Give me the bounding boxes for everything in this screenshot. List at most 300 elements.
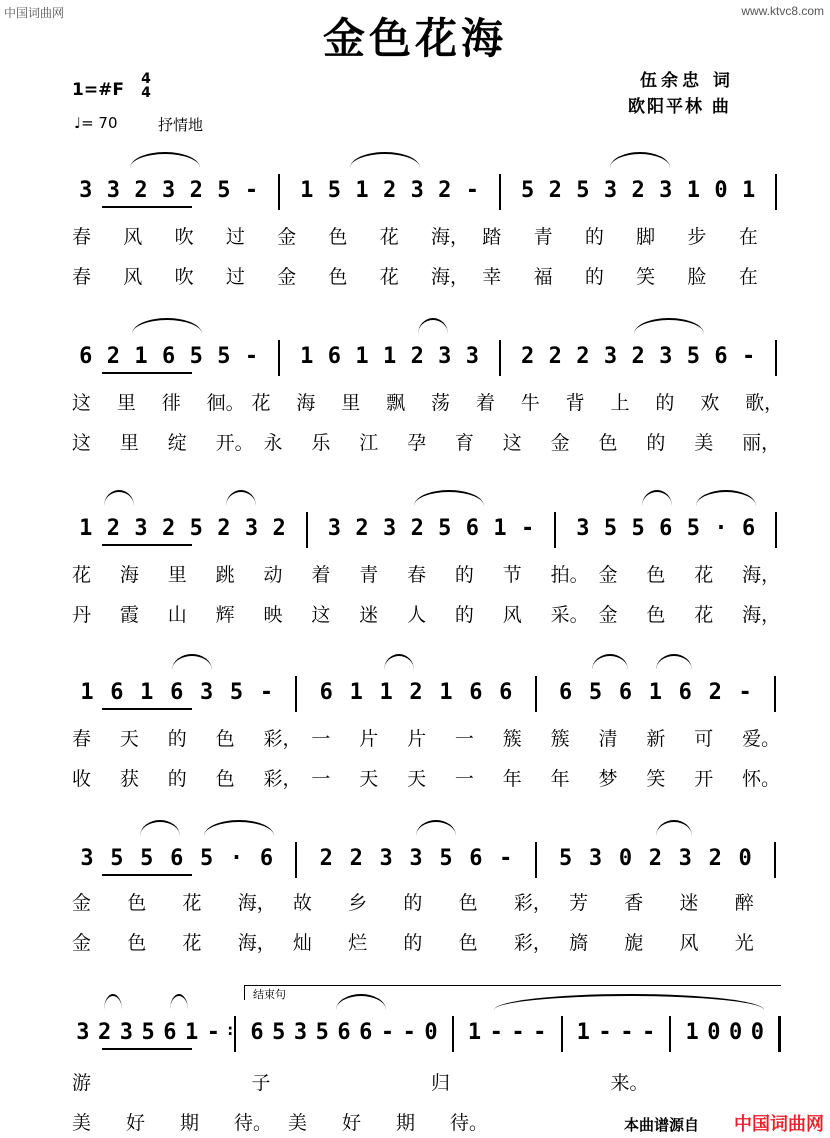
lyric: 风 xyxy=(123,226,143,248)
lyric: 乡 xyxy=(348,892,368,914)
lyric: 海 xyxy=(119,564,139,586)
lyric: 色 xyxy=(598,432,618,454)
watermark-left: 中国词曲网 xyxy=(4,6,65,20)
note: 6 xyxy=(618,680,633,705)
note: 6 xyxy=(359,1020,373,1045)
note: 2 xyxy=(410,516,424,541)
lyrics-verse1-line-2 xyxy=(0,388,830,418)
lyric: 丹 xyxy=(72,604,92,626)
lyric: 一 xyxy=(311,768,331,790)
lyric: 花 xyxy=(379,226,399,248)
note: 2 xyxy=(272,516,286,541)
note: 2 xyxy=(355,516,369,541)
note: 1 xyxy=(493,516,507,541)
note: 2 xyxy=(548,344,562,369)
lyric: 迷 xyxy=(359,604,379,626)
lyric: 彩， xyxy=(513,892,552,914)
lyric: 色 xyxy=(328,226,348,248)
note: 1 xyxy=(300,344,314,369)
lyric: 江 xyxy=(359,432,379,454)
note: - xyxy=(244,178,259,203)
key-signature: 1=#F xyxy=(72,80,124,100)
note: 6 xyxy=(465,516,480,541)
lyric: 花 xyxy=(182,932,202,954)
lyric: 辉 xyxy=(215,604,235,626)
note: 2 xyxy=(576,344,590,369)
barline xyxy=(499,174,501,210)
lyric: 风 xyxy=(679,932,699,954)
lyric: 簇 xyxy=(502,728,522,750)
lyric: 新 xyxy=(646,728,666,750)
note: - xyxy=(620,1020,634,1045)
barline xyxy=(306,512,308,548)
lyric: 彩， xyxy=(513,932,552,954)
lyric: 跳 xyxy=(215,564,235,586)
barline xyxy=(775,340,777,376)
lyric: 着 xyxy=(475,392,495,414)
note: 5 xyxy=(686,344,700,369)
lyric: 烂 xyxy=(348,932,368,954)
note: 2 xyxy=(708,846,722,871)
note: 0 xyxy=(618,846,633,871)
slur-mark xyxy=(610,152,670,168)
note: - xyxy=(521,516,535,541)
watermark-right: www.ktvc8.com xyxy=(741,4,824,18)
lyric: 可 xyxy=(694,728,714,750)
note: 1 xyxy=(467,1020,482,1045)
lyric: 好 xyxy=(342,1112,362,1134)
note: 2 xyxy=(134,178,148,203)
note: 5 xyxy=(110,846,124,871)
note: 1 xyxy=(741,178,756,203)
lyric: 花 xyxy=(694,604,714,626)
lyric: 年 xyxy=(550,768,570,790)
note: - xyxy=(738,680,752,705)
lyric: 的 xyxy=(584,266,604,288)
lyric: 天 xyxy=(359,768,379,790)
lyric: 这 xyxy=(502,432,522,454)
note: 5 xyxy=(200,846,214,871)
lyric: 迷 xyxy=(679,892,699,914)
note: 6 xyxy=(319,680,333,705)
note: 5 xyxy=(229,680,244,705)
lyric: 笑 xyxy=(646,768,666,790)
score-line-1 xyxy=(0,178,830,218)
lyric: 荡 xyxy=(431,392,451,414)
note: 3 xyxy=(134,516,148,541)
lyric: 上 xyxy=(610,392,630,414)
lyric: 色 xyxy=(646,604,666,626)
note: 1 xyxy=(79,516,93,541)
lyrics-verse1-line-3 xyxy=(0,560,830,590)
lyric: 映 xyxy=(263,604,283,626)
barline xyxy=(775,512,777,548)
lyric: 里 xyxy=(167,564,187,586)
note: 3 xyxy=(576,516,590,541)
note: 2 xyxy=(438,178,452,203)
barline xyxy=(278,340,280,376)
lyric: 步 xyxy=(687,226,707,248)
slur-mark xyxy=(384,654,414,670)
lyric: 色 xyxy=(127,932,147,954)
slur-mark xyxy=(642,490,672,506)
lyric: 海， xyxy=(742,564,781,586)
note: 1 xyxy=(355,178,369,203)
lyric: 着 xyxy=(311,564,331,586)
tempo-marking: ♩= 70 xyxy=(74,114,118,132)
beam-underline xyxy=(102,372,192,374)
note: - xyxy=(533,1020,547,1045)
note: 0 xyxy=(424,1020,438,1045)
note: 5 xyxy=(189,344,203,369)
lyric: 花 xyxy=(72,564,92,586)
barline xyxy=(774,842,776,878)
lyric: 来。 xyxy=(610,1072,649,1094)
lyric: 山 xyxy=(167,604,187,626)
lyric: 金 xyxy=(598,604,618,626)
barline xyxy=(535,676,537,712)
lyrics-verse1-line-4 xyxy=(0,724,830,754)
beam-underline xyxy=(102,544,192,546)
lyric: 吹 xyxy=(174,226,194,248)
barline xyxy=(295,676,297,712)
note: 3 xyxy=(79,178,93,203)
lyric: 色 xyxy=(328,266,348,288)
note: · xyxy=(229,846,244,871)
lyric: 色 xyxy=(646,564,666,586)
lyric: 色 xyxy=(458,892,478,914)
note: 5 xyxy=(438,516,452,541)
lyric: 脚 xyxy=(636,226,656,248)
note: - xyxy=(598,1020,612,1045)
note: 3 xyxy=(410,178,424,203)
score-line-3 xyxy=(0,516,830,556)
slur-mark xyxy=(634,318,704,334)
note: 6 xyxy=(250,1020,264,1045)
note: 6 xyxy=(327,344,341,369)
lyric: 青 xyxy=(359,564,379,586)
note: 3 xyxy=(106,178,121,203)
note: 2 xyxy=(319,846,333,871)
lyric: 永 xyxy=(263,432,283,454)
barline xyxy=(774,676,776,712)
barline xyxy=(452,1016,454,1052)
lyric: 金 xyxy=(277,226,297,248)
lyric: 春 xyxy=(72,226,92,248)
note: 3 xyxy=(80,846,94,871)
song-title: 金色花海 xyxy=(322,14,507,63)
lyric: 美 xyxy=(288,1112,308,1134)
note: 6 xyxy=(170,846,184,871)
note: 1 xyxy=(686,178,700,203)
note: - xyxy=(465,178,480,203)
lyric: 过 xyxy=(225,266,245,288)
lyrics-verse2-line-2 xyxy=(0,428,830,458)
lyric: 醉 xyxy=(734,892,754,914)
note: 5 xyxy=(189,516,203,541)
lyric: 孕 xyxy=(407,432,427,454)
note: 3 xyxy=(379,846,393,871)
beam-underline xyxy=(102,708,192,710)
barline xyxy=(554,512,556,548)
note: 5 xyxy=(686,516,700,541)
slur-mark xyxy=(414,490,484,506)
lyric: 期 xyxy=(396,1112,416,1134)
slur-mark xyxy=(104,490,134,506)
note: 5 xyxy=(140,846,154,871)
note: 6 xyxy=(499,680,513,705)
note: 2 xyxy=(631,178,645,203)
slur-mark xyxy=(170,994,188,1010)
lyric: 背 xyxy=(565,392,585,414)
note: 3 xyxy=(162,178,176,203)
note: 3 xyxy=(438,344,452,369)
lyrics-verse2-line-4 xyxy=(0,764,830,794)
slur-mark xyxy=(696,490,756,506)
lyric: 人 xyxy=(407,604,427,626)
lyric: 绽 xyxy=(167,432,187,454)
note: - xyxy=(259,680,274,705)
note: 6 xyxy=(259,846,274,871)
lyrics-verse2-line-5 xyxy=(0,928,830,958)
lyric: 片 xyxy=(407,728,427,750)
note: 2 xyxy=(382,178,397,203)
note: 5 xyxy=(141,1020,155,1045)
note: 2 xyxy=(106,516,121,541)
lyric: 徘 xyxy=(161,392,181,414)
slur-mark xyxy=(204,820,274,836)
note: - xyxy=(499,846,513,871)
note: 5 xyxy=(521,178,535,203)
lyric: 乐 xyxy=(311,432,331,454)
note: - xyxy=(511,1020,525,1045)
lyric: 开 xyxy=(694,768,714,790)
barline xyxy=(278,174,280,210)
lyric: 好 xyxy=(126,1112,146,1134)
note: 1 xyxy=(80,680,94,705)
note: - xyxy=(402,1020,416,1045)
lyric: 幸 xyxy=(482,266,502,288)
note: 2 xyxy=(106,344,121,369)
lyric: 风 xyxy=(502,604,522,626)
note: 5 xyxy=(603,516,618,541)
note: 2 xyxy=(409,680,423,705)
lyric: 待。 xyxy=(234,1112,273,1134)
note: 6 xyxy=(559,680,573,705)
note: 3 xyxy=(119,1020,134,1045)
lyric: 笑 xyxy=(636,266,656,288)
note: 5 xyxy=(588,680,603,705)
lyric: 金 xyxy=(598,564,618,586)
note: 2 xyxy=(189,178,203,203)
lyric: 里 xyxy=(119,432,139,454)
note: 2 xyxy=(162,516,176,541)
note: 5 xyxy=(217,344,231,369)
slur-mark xyxy=(592,654,628,670)
note: 3 xyxy=(76,1020,90,1045)
note: 3 xyxy=(409,846,423,871)
note: 5 xyxy=(272,1020,286,1045)
lyric: 簇 xyxy=(550,728,570,750)
lyric: 金 xyxy=(72,932,92,954)
slur-mark xyxy=(416,820,456,836)
note: - xyxy=(206,1020,221,1045)
note: 5 xyxy=(631,516,645,541)
note: 6 xyxy=(469,846,483,871)
lyric: 花 xyxy=(379,266,399,288)
lyric: 踏 xyxy=(482,226,502,248)
note: 3 xyxy=(659,178,673,203)
lyric: 这 xyxy=(72,432,92,454)
lyric: 彩， xyxy=(263,728,302,750)
lyric: 的 xyxy=(403,892,423,914)
note: 2 xyxy=(548,178,562,203)
note: 5 xyxy=(439,846,453,871)
note: 5 xyxy=(315,1020,329,1045)
lyric: 花 xyxy=(182,892,202,914)
lyric: 一 xyxy=(454,728,474,750)
footer-source: 本曲谱源自 xyxy=(624,1116,700,1134)
lyric: 海， xyxy=(237,932,276,954)
note: 6 xyxy=(163,1020,177,1045)
lyric: 海， xyxy=(431,226,470,248)
note: · xyxy=(714,516,728,541)
expression-marking: 抒情地 xyxy=(158,116,204,134)
composer: 欧阳平林 曲 xyxy=(628,97,731,117)
lyric: 一 xyxy=(454,768,474,790)
lyric: 色 xyxy=(215,768,235,790)
note: 0 xyxy=(707,1020,721,1045)
lyrics-verse1-line-6 xyxy=(0,1068,830,1098)
note: 0 xyxy=(738,846,752,871)
note: 6 xyxy=(678,680,692,705)
note: 6 xyxy=(659,516,673,541)
slur-mark xyxy=(226,490,256,506)
note: 3 xyxy=(293,1020,308,1045)
time-sig-top: 4 xyxy=(141,71,151,87)
slur-mark xyxy=(172,654,212,670)
time-sig-bottom: 4 xyxy=(141,85,151,101)
lyric: 芳 xyxy=(569,892,589,914)
note: 5 xyxy=(327,178,341,203)
lyric: 春 xyxy=(407,564,427,586)
slur-mark xyxy=(132,318,202,334)
lyric: 美 xyxy=(694,432,714,454)
lyric: 子 xyxy=(251,1072,271,1094)
note: 0 xyxy=(750,1020,764,1045)
lyrics-verse1-line-1 xyxy=(0,222,830,252)
slur-mark xyxy=(104,994,122,1010)
lyric: 青 xyxy=(533,226,553,248)
note: 1 xyxy=(349,680,363,705)
slur-mark xyxy=(140,820,180,836)
note: 1 xyxy=(576,1020,590,1045)
note: 1 xyxy=(355,344,369,369)
lyrics-verse2-line-1 xyxy=(0,262,830,292)
lyric: 天 xyxy=(407,768,427,790)
slur-mark xyxy=(418,318,448,334)
lyrics-verse2-line-6 xyxy=(0,1108,830,1138)
lyric: 春 xyxy=(72,266,92,288)
lyric: 的 xyxy=(167,728,187,750)
lyric: 飘 xyxy=(386,392,406,414)
lyric: 梦 xyxy=(598,768,618,790)
note: 1 xyxy=(300,178,314,203)
note: 3 xyxy=(200,680,214,705)
barline xyxy=(499,340,501,376)
note: 1 xyxy=(134,344,148,369)
note: - xyxy=(380,1020,395,1045)
lyric: 光 xyxy=(734,932,754,954)
lyric: 欢 xyxy=(700,392,720,414)
note: - xyxy=(641,1020,656,1045)
note: 2 xyxy=(410,344,424,369)
lyric: 获 xyxy=(119,768,139,790)
note: 3 xyxy=(382,516,397,541)
lyric: 的 xyxy=(646,432,666,454)
lyric: 牛 xyxy=(520,392,540,414)
note: 1 xyxy=(140,680,154,705)
lyric: 片 xyxy=(359,728,379,750)
lyric: 香 xyxy=(624,892,644,914)
beam-underline xyxy=(102,874,192,876)
lyric: 里 xyxy=(116,392,136,414)
lyric: 丽， xyxy=(742,432,781,454)
lyric: 的 xyxy=(403,932,423,954)
slur-mark xyxy=(130,152,200,168)
lyric: 旖 xyxy=(569,932,589,954)
note: 6 xyxy=(741,516,756,541)
lyric: 的 xyxy=(655,392,675,414)
barline xyxy=(775,174,777,210)
note: 3 xyxy=(244,516,259,541)
note: 2 xyxy=(98,1020,112,1045)
lyric: 这 xyxy=(72,392,92,414)
note: 6 xyxy=(337,1020,351,1045)
note: - xyxy=(741,344,756,369)
note: 6 xyxy=(79,344,93,369)
note: - xyxy=(244,344,259,369)
note: 0 xyxy=(728,1020,743,1045)
lyric: 拍。 xyxy=(550,564,589,586)
barline xyxy=(669,1016,671,1052)
lyric: 色 xyxy=(215,728,235,750)
lyric: 归 xyxy=(431,1072,451,1094)
note: 2 xyxy=(349,846,363,871)
barline xyxy=(778,1016,781,1052)
note: 1 xyxy=(185,1020,199,1045)
repeat-sign: : xyxy=(225,1020,235,1039)
note: 3 xyxy=(603,344,618,369)
note: 0 xyxy=(714,178,728,203)
lyric: 脸 xyxy=(687,266,707,288)
lyric: 节 xyxy=(502,564,522,586)
lyric: 收 xyxy=(72,768,92,790)
lyric: 天 xyxy=(119,728,139,750)
barline xyxy=(535,842,537,878)
barline xyxy=(561,1016,563,1052)
note: 2 xyxy=(521,344,535,369)
lyric: 金 xyxy=(550,432,570,454)
note: 3 xyxy=(588,846,603,871)
note: 3 xyxy=(603,178,618,203)
lyric: 故 xyxy=(292,892,312,914)
score-line-6 xyxy=(0,1020,830,1060)
lyric: 花 xyxy=(251,392,271,414)
footer-site-link[interactable]: 中国词曲网 xyxy=(734,1114,824,1135)
lyric: 风 xyxy=(123,266,143,288)
note: 2 xyxy=(217,516,231,541)
